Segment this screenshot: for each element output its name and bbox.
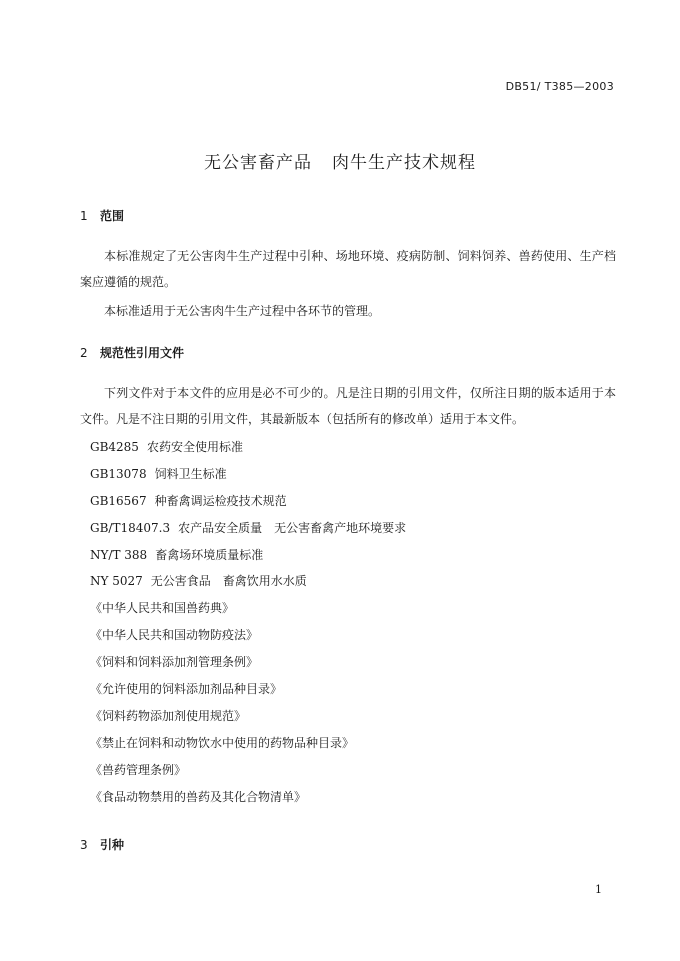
reference-title: 《兽药管理条例》 [90, 762, 187, 777]
section-1-number: 1 [80, 209, 88, 223]
section-2-heading [80, 344, 184, 361]
reference-code: GB4285 [90, 440, 139, 454]
reference-title: 种畜禽调运检疫技术规范 [154, 493, 287, 508]
reference-item [90, 649, 406, 676]
reference-title: 《允许使用的饲料添加剂品种目录》 [90, 682, 283, 697]
section-3-number: 3 [80, 838, 88, 852]
reference-item [90, 730, 406, 757]
section-1-title: 范围 [100, 209, 125, 223]
reference-item [90, 488, 406, 515]
reference-code: GB/T18407.3 [90, 520, 171, 535]
reference-item [90, 622, 406, 649]
reference-title: 无公害食品 畜禽饮用水水质 [150, 574, 307, 589]
reference-title: 《饲料和饲料添加剂管理条例》 [90, 655, 259, 670]
section-2-title: 规范性引用文件 [100, 346, 185, 360]
reference-title: 畜禽场环境质量标准 [155, 547, 264, 562]
section-3-heading [80, 836, 124, 853]
reference-title: 《中华人民共和国兽药典》 [90, 601, 235, 616]
reference-item [90, 515, 406, 542]
reference-code: GB16567 [90, 493, 147, 508]
reference-item [90, 784, 406, 811]
section-1-heading [80, 207, 124, 224]
reference-title: 《禁止在饲料和动物饮水中使用的药物品种目录》 [90, 735, 355, 750]
reference-title: 《饲料药物添加剂使用规范》 [90, 708, 247, 723]
section-1-paragraph-1: 本标准规定了无公害肉牛生产过程中引种、场地环境、疫病防制、饲料饲养、兽药使用、生产档案应遵循的规范。 [80, 249, 616, 289]
reference-title: 《中华人民共和国动物防疫法》 [90, 628, 259, 643]
section-2-intro: 下列文件对于本文件的应用是必不可少的。凡是注日期的引用文件，仅所注日期的版本适用于本文件。凡是不注日期的引用文件，其最新版本（包括所有的修改单）适用于本文件。 [80, 386, 616, 426]
page-number: 1 [595, 883, 602, 896]
reference-title: 农药安全使用标准 [146, 440, 243, 454]
standard-number: DB51/ T385—2003 [505, 80, 614, 93]
reference-item [90, 568, 406, 595]
section-3-title: 引种 [100, 838, 125, 852]
title-part-1: 无公害畜产品 [204, 153, 312, 173]
reference-item [90, 676, 406, 703]
title-part-2: 肉牛生产技术规程 [332, 153, 476, 173]
section-1-paragraph-2: 本标准适用于无公害肉牛生产过程中各环节的管理。 [104, 304, 381, 318]
reference-item [90, 595, 406, 622]
reference-item [90, 757, 406, 784]
document-title [0, 148, 680, 173]
section-2-number: 2 [80, 346, 88, 360]
reference-code: NY/T 388 [90, 547, 148, 562]
reference-code: NY 5027 [90, 574, 143, 589]
reference-item [90, 542, 406, 569]
reference-list [90, 434, 406, 810]
reference-item [90, 703, 406, 730]
reference-title: 《食品动物禁用的兽药及其化合物清单》 [90, 789, 307, 804]
reference-title: 饲料卫生标准 [154, 466, 227, 481]
reference-item [90, 434, 406, 461]
reference-item [90, 461, 406, 488]
reference-code: GB13078 [90, 466, 147, 481]
reference-title: 农产品安全质量 无公害畜禽产地环境要求 [178, 520, 407, 535]
